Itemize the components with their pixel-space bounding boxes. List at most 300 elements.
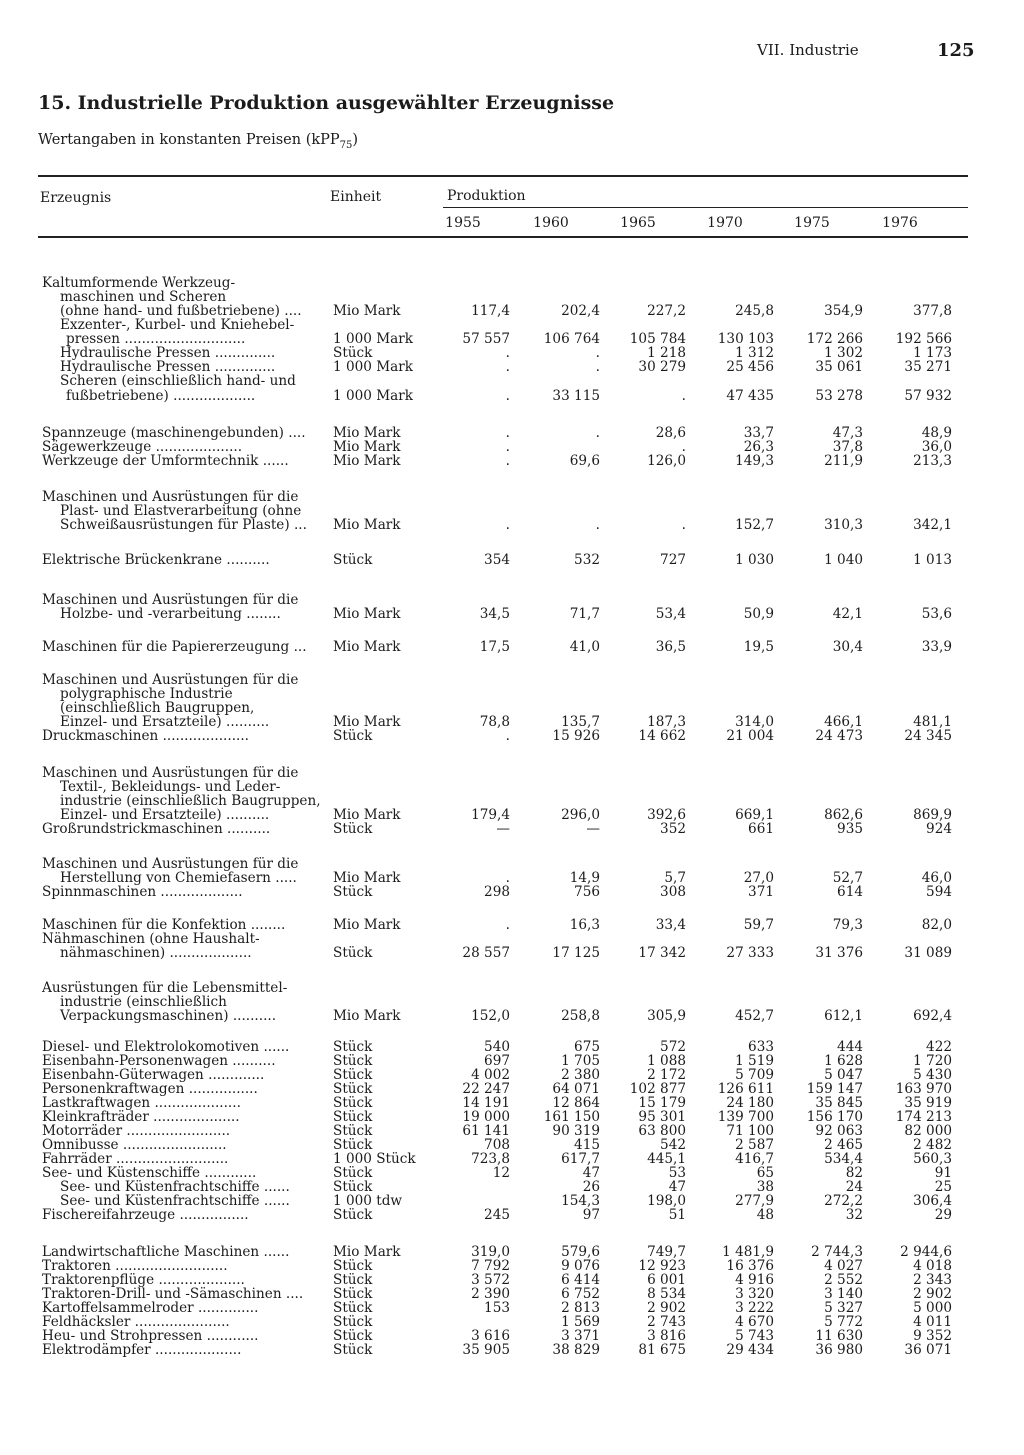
- value-cell-1970: 1 312: [735, 345, 774, 361]
- value-cell-1976: 36 071: [904, 1342, 952, 1358]
- table-row: [0, 995, 1024, 1009]
- unit-cell: Stück: [333, 1179, 373, 1195]
- value-cell-1965: .: [681, 517, 686, 533]
- product-label: Kartoffelsammelroder ..............: [42, 1300, 259, 1316]
- value-cell-1960: 38 829: [552, 1342, 600, 1358]
- value-cell-1960: 12 864: [552, 1095, 600, 1111]
- value-cell-1975: 37,8: [832, 439, 863, 455]
- value-cell-1955: 117,4: [471, 303, 510, 319]
- value-cell-1960: 135,7: [561, 714, 600, 730]
- value-cell-1975: 310,3: [824, 517, 863, 533]
- value-cell-1965: 2 743: [647, 1314, 686, 1330]
- value-cell-1965: 2 172: [647, 1067, 686, 1083]
- product-label: nähmaschinen) ...................: [60, 945, 252, 961]
- value-cell-1960: 675: [574, 1039, 600, 1055]
- value-cell-1955: .: [505, 728, 510, 744]
- value-cell-1965: 30 279: [638, 359, 686, 375]
- value-cell-1965: 227,2: [647, 303, 686, 319]
- value-cell-1976: 2 343: [913, 1272, 952, 1288]
- table-row: [0, 440, 1024, 454]
- value-cell-1976: 1 720: [913, 1053, 952, 1069]
- value-cell-1976: 5 000: [913, 1300, 952, 1316]
- value-cell-1960: 106 764: [543, 331, 600, 347]
- table-row: [0, 1259, 1024, 1273]
- value-cell-1960: —: [586, 821, 600, 837]
- value-cell-1970: 48: [756, 1207, 774, 1223]
- column-header-unit: Einheit: [330, 189, 382, 205]
- value-cell-1970: 19,5: [743, 639, 774, 655]
- value-cell-1960: 90 319: [552, 1123, 600, 1139]
- product-label: Spannzeuge (maschinengebunden) ....: [42, 425, 306, 441]
- unit-cell: Mio Mark: [333, 917, 401, 933]
- value-cell-1965: 392,6: [647, 807, 686, 823]
- table-row: [0, 946, 1024, 960]
- value-cell-1975: 1 040: [824, 552, 863, 568]
- value-cell-1970: 25 456: [726, 359, 774, 375]
- table-row: [0, 1180, 1024, 1194]
- unit-cell: Stück: [333, 1039, 373, 1055]
- table-row: [0, 1009, 1024, 1023]
- table-row: [0, 808, 1024, 822]
- product-label: Fahrräder ..........................: [42, 1151, 229, 1167]
- product-label: See- und Küstenfrachtschiffe ......: [60, 1193, 290, 1209]
- value-cell-1960: 1 705: [561, 1053, 600, 1069]
- value-cell-1976: 48,9: [921, 425, 952, 441]
- table-row: [0, 1096, 1024, 1110]
- value-cell-1955: 78,8: [479, 714, 510, 730]
- unit-cell: Mio Mark: [333, 453, 401, 469]
- value-cell-1975: 24: [845, 1179, 863, 1195]
- value-cell-1975: 42,1: [832, 606, 863, 622]
- value-cell-1975: 211,9: [824, 453, 863, 469]
- value-cell-1955: 697: [484, 1053, 510, 1069]
- value-cell-1975: 5 327: [824, 1300, 863, 1316]
- product-label: Druckmaschinen ....................: [42, 728, 249, 744]
- value-cell-1976: 692,4: [913, 1008, 952, 1024]
- table-row: [0, 715, 1024, 729]
- unit-cell: Stück: [333, 1314, 373, 1330]
- value-cell-1975: 2 744,3: [811, 1244, 863, 1260]
- value-cell-1955: .: [505, 345, 510, 361]
- value-cell-1976: 53,6: [921, 606, 952, 622]
- table-row: [0, 640, 1024, 654]
- table-row: [0, 857, 1024, 871]
- unit-cell: Stück: [333, 1067, 373, 1083]
- value-cell-1960: 26: [582, 1179, 600, 1195]
- table-row: [0, 1152, 1024, 1166]
- unit-cell: Stück: [333, 1272, 373, 1288]
- product-label: Hydraulische Pressen ..............: [60, 345, 276, 361]
- subtitle-close: ): [352, 132, 359, 148]
- column-header-year: 1955: [445, 215, 481, 231]
- table-row: [0, 673, 1024, 687]
- value-cell-1955: 708: [484, 1137, 510, 1153]
- column-header-year: 1960: [533, 215, 569, 231]
- value-cell-1970: 29 434: [726, 1342, 774, 1358]
- product-label: Lastkraftwagen ....................: [42, 1095, 241, 1111]
- table-title: 15. Industrielle Produktion ausgewählter Erzeugnisse: [38, 92, 615, 114]
- product-label: Eisenbahn-Güterwagen .............: [42, 1067, 265, 1083]
- table-row: [0, 794, 1024, 808]
- product-label: Maschinen für die Konfektion ........: [42, 917, 286, 933]
- product-label: Einzel- und Ersatzteile) ..........: [60, 807, 270, 823]
- product-label: Nähmaschinen (ohne Haushalt-: [42, 931, 260, 947]
- value-cell-1970: 277,9: [735, 1193, 774, 1209]
- table-row: [0, 454, 1024, 468]
- value-cell-1965: 28,6: [655, 425, 686, 441]
- value-cell-1960: 17 125: [552, 945, 600, 961]
- value-cell-1975: 466,1: [824, 714, 863, 730]
- value-cell-1975: 862,6: [824, 807, 863, 823]
- value-cell-1960: .: [595, 345, 600, 361]
- value-cell-1960: 41,0: [569, 639, 600, 655]
- value-cell-1976: 2 944,6: [900, 1244, 952, 1260]
- value-cell-1976: 1 013: [913, 552, 952, 568]
- value-cell-1960: 617,7: [561, 1151, 600, 1167]
- value-cell-1976: 2 902: [913, 1286, 952, 1302]
- table-row: [0, 360, 1024, 374]
- value-cell-1960: 71,7: [569, 606, 600, 622]
- value-cell-1965: 102 877: [629, 1081, 686, 1097]
- value-cell-1955: .: [505, 388, 510, 404]
- product-label: Einzel- und Ersatzteile) ..........: [60, 714, 270, 730]
- value-cell-1970: 371: [748, 884, 774, 900]
- table-row: [0, 1194, 1024, 1208]
- value-cell-1960: 258,8: [561, 1008, 600, 1024]
- running-header-section: VII. Industrie: [757, 41, 859, 59]
- product-label: Motorräder ........................: [42, 1123, 231, 1139]
- value-cell-1955: 28 557: [462, 945, 510, 961]
- value-cell-1955: —: [496, 821, 510, 837]
- unit-cell: Stück: [333, 1342, 373, 1358]
- table-row: [0, 1329, 1024, 1343]
- value-cell-1976: 1 173: [913, 345, 952, 361]
- unit-cell: Mio Mark: [333, 1008, 401, 1024]
- value-cell-1970: 24 180: [726, 1095, 774, 1111]
- value-cell-1960: 9 076: [561, 1258, 600, 1274]
- unit-cell: 1 000 Mark: [333, 331, 413, 347]
- table-row: [0, 1208, 1024, 1222]
- table-row: [0, 276, 1024, 290]
- value-cell-1960: 579,6: [561, 1244, 600, 1260]
- product-label: Spinnmaschinen ...................: [42, 884, 243, 900]
- value-cell-1976: 342,1: [913, 517, 952, 533]
- product-label: Herstellung von Chemiefasern .....: [60, 870, 297, 886]
- value-cell-1970: 50,9: [743, 606, 774, 622]
- product-label: (einschließlich Baugruppen,: [60, 700, 255, 716]
- value-cell-1965: 33,4: [655, 917, 686, 933]
- value-cell-1976: 91: [934, 1165, 952, 1181]
- value-cell-1975: 614: [837, 884, 863, 900]
- product-label: Traktorenpflüge ....................: [42, 1272, 245, 1288]
- product-label: Textil-, Bekleidungs- und Leder-: [60, 779, 281, 795]
- value-cell-1965: 1 218: [647, 345, 686, 361]
- table-row: [0, 553, 1024, 567]
- value-cell-1955: 57 557: [462, 331, 510, 347]
- value-cell-1965: 308: [660, 884, 686, 900]
- product-label: maschinen und Scheren: [60, 289, 227, 305]
- value-cell-1975: 32: [845, 1207, 863, 1223]
- value-cell-1970: 130 103: [717, 331, 774, 347]
- value-cell-1955: 3 572: [471, 1272, 510, 1288]
- value-cell-1975: 82: [845, 1165, 863, 1181]
- table-row: [0, 490, 1024, 504]
- value-cell-1960: 14,9: [569, 870, 600, 886]
- value-cell-1965: 1 088: [647, 1053, 686, 1069]
- value-cell-1975: 159 147: [806, 1081, 863, 1097]
- table-row: [0, 1082, 1024, 1096]
- page-number: 125: [937, 40, 975, 61]
- value-cell-1970: 16 376: [726, 1258, 774, 1274]
- unit-cell: Stück: [333, 552, 373, 568]
- value-cell-1965: .: [681, 439, 686, 455]
- value-cell-1976: 422: [926, 1039, 952, 1055]
- unit-cell: Mio Mark: [333, 807, 401, 823]
- unit-cell: Stück: [333, 1286, 373, 1302]
- value-cell-1970: 152,7: [735, 517, 774, 533]
- value-cell-1965: 8 534: [647, 1286, 686, 1302]
- value-cell-1955: 3 616: [471, 1328, 510, 1344]
- product-label: Plast- und Elastverarbeitung (ohne: [60, 503, 302, 519]
- table-row: [0, 374, 1024, 388]
- value-cell-1965: 6 001: [647, 1272, 686, 1288]
- value-cell-1970: 5 743: [735, 1328, 774, 1344]
- value-cell-1976: 82 000: [904, 1123, 952, 1139]
- value-cell-1976: 481,1: [913, 714, 952, 730]
- table-row: [0, 766, 1024, 780]
- value-cell-1960: 15 926: [552, 728, 600, 744]
- value-cell-1975: 36 980: [815, 1342, 863, 1358]
- value-cell-1970: 126 611: [717, 1081, 774, 1097]
- value-cell-1970: 4 916: [735, 1272, 774, 1288]
- product-label: Exzenter-, Kurbel- und Kniehebel-: [60, 317, 295, 333]
- table-row: [0, 687, 1024, 701]
- unit-cell: Stück: [333, 345, 373, 361]
- value-cell-1975: 53 278: [815, 388, 863, 404]
- value-cell-1976: 29: [934, 1207, 952, 1223]
- value-cell-1965: 3 816: [647, 1328, 686, 1344]
- value-cell-1970: 27,0: [743, 870, 774, 886]
- value-cell-1955: 34,5: [479, 606, 510, 622]
- value-cell-1960: 1 569: [561, 1314, 600, 1330]
- value-cell-1975: 35 845: [815, 1095, 863, 1111]
- value-cell-1965: 749,7: [647, 1244, 686, 1260]
- table-row: [0, 1273, 1024, 1287]
- value-cell-1960: 532: [574, 552, 600, 568]
- table-row: [0, 1040, 1024, 1054]
- product-label: Hydraulische Pressen ..............: [60, 359, 276, 375]
- value-cell-1965: 63 800: [638, 1123, 686, 1139]
- value-cell-1975: 534,4: [824, 1151, 863, 1167]
- value-cell-1970: 149,3: [735, 453, 774, 469]
- value-cell-1955: 2 390: [471, 1286, 510, 1302]
- unit-cell: Stück: [333, 1165, 373, 1181]
- value-cell-1955: .: [505, 439, 510, 455]
- value-cell-1970: 1 030: [735, 552, 774, 568]
- value-cell-1975: 24 473: [815, 728, 863, 744]
- product-label: Traktoren ..........................: [42, 1258, 228, 1274]
- value-cell-1965: 198,0: [647, 1193, 686, 1209]
- product-label: Maschinen und Ausrüstungen für die: [42, 672, 299, 688]
- value-cell-1960: 2 380: [561, 1067, 600, 1083]
- table-row: [0, 318, 1024, 332]
- table-row: [0, 504, 1024, 518]
- value-cell-1975: 11 630: [815, 1328, 863, 1344]
- value-cell-1970: 26,3: [743, 439, 774, 455]
- table-row: [0, 607, 1024, 621]
- value-cell-1955: 354: [484, 552, 510, 568]
- unit-cell: Stück: [333, 1207, 373, 1223]
- column-header-year: 1970: [707, 215, 743, 231]
- unit-cell: 1 000 Stück: [333, 1151, 416, 1167]
- value-cell-1975: 172 266: [806, 331, 863, 347]
- product-label: Fischereifahrzeuge ................: [42, 1207, 249, 1223]
- table-row: [0, 593, 1024, 607]
- product-label: Traktoren-Drill- und -Sämaschinen ....: [42, 1286, 304, 1302]
- table-row: [0, 780, 1024, 794]
- value-cell-1955: .: [505, 870, 510, 886]
- unit-cell: Mio Mark: [333, 1244, 401, 1260]
- product-label: Elektrische Brückenkrane ..........: [42, 552, 270, 568]
- value-cell-1976: 31 089: [904, 945, 952, 961]
- product-label: fußbetriebene) ...................: [66, 388, 256, 404]
- table-row: [0, 1054, 1024, 1068]
- value-cell-1960: 154,3: [561, 1193, 600, 1209]
- value-cell-1975: 35 061: [815, 359, 863, 375]
- value-cell-1970: 65: [756, 1165, 774, 1181]
- value-cell-1965: 36,5: [655, 639, 686, 655]
- column-header-year: 1976: [882, 215, 918, 231]
- unit-cell: Stück: [333, 945, 373, 961]
- unit-cell: Mio Mark: [333, 639, 401, 655]
- value-cell-1965: 53: [668, 1165, 686, 1181]
- unit-cell: Mio Mark: [333, 606, 401, 622]
- table-row: [0, 1110, 1024, 1124]
- table-row: [0, 426, 1024, 440]
- value-cell-1975: 1 302: [824, 345, 863, 361]
- product-label: Verpackungsmaschinen) ..........: [60, 1008, 277, 1024]
- value-cell-1970: 661: [748, 821, 774, 837]
- product-label: Diesel- und Elektrolokomotiven ......: [42, 1039, 290, 1055]
- column-header-year: 1965: [620, 215, 656, 231]
- product-label: Feldhäcksler ......................: [42, 1314, 230, 1330]
- value-cell-1955: .: [505, 517, 510, 533]
- value-cell-1965: 126,0: [647, 453, 686, 469]
- value-cell-1976: 377,8: [913, 303, 952, 319]
- value-cell-1960: 6 414: [561, 1272, 600, 1288]
- unit-cell: Stück: [333, 728, 373, 744]
- table-row: [0, 981, 1024, 995]
- value-cell-1955: .: [505, 917, 510, 933]
- table-row: [0, 871, 1024, 885]
- table-row: [0, 918, 1024, 932]
- value-cell-1970: 59,7: [743, 917, 774, 933]
- table-row: [0, 729, 1024, 743]
- value-cell-1965: 95 301: [638, 1109, 686, 1125]
- value-cell-1955: 298: [484, 884, 510, 900]
- unit-cell: 1 000 Mark: [333, 388, 413, 404]
- product-label: Sägewerkzeuge ....................: [42, 439, 243, 455]
- value-cell-1970: 5 709: [735, 1067, 774, 1083]
- table-row: [0, 389, 1024, 403]
- value-cell-1975: 5 047: [824, 1067, 863, 1083]
- product-label: Maschinen für die Papiererzeugung ...: [42, 639, 307, 655]
- value-cell-1975: 272,2: [824, 1193, 863, 1209]
- value-cell-1976: 35 271: [904, 359, 952, 375]
- value-cell-1965: 14 662: [638, 728, 686, 744]
- value-cell-1976: 192 566: [895, 331, 952, 347]
- unit-cell: Mio Mark: [333, 303, 401, 319]
- value-cell-1976: 174 213: [895, 1109, 952, 1125]
- value-cell-1976: 35 919: [904, 1095, 952, 1111]
- table-row: [0, 1301, 1024, 1315]
- value-cell-1960: 3 371: [561, 1328, 600, 1344]
- table-row: [0, 932, 1024, 946]
- value-cell-1970: 245,8: [735, 303, 774, 319]
- value-cell-1975: 354,9: [824, 303, 863, 319]
- value-cell-1976: 57 932: [904, 388, 952, 404]
- unit-cell: Mio Mark: [333, 439, 401, 455]
- value-cell-1975: 3 140: [824, 1286, 863, 1302]
- product-label: Elektrodämpfer ....................: [42, 1342, 242, 1358]
- value-cell-1976: 869,9: [913, 807, 952, 823]
- value-cell-1960: .: [595, 425, 600, 441]
- table-row: [0, 1166, 1024, 1180]
- value-cell-1955: 319,0: [471, 1244, 510, 1260]
- product-label: polygraphische Industrie: [60, 686, 233, 702]
- value-cell-1965: 105 784: [629, 331, 686, 347]
- product-label: Maschinen und Ausrüstungen für die: [42, 765, 299, 781]
- value-cell-1975: 92 063: [815, 1123, 863, 1139]
- value-cell-1965: 572: [660, 1039, 686, 1055]
- product-label: Kleinkrafträder ....................: [42, 1109, 240, 1125]
- value-cell-1960: 47: [582, 1165, 600, 1181]
- value-cell-1976: 36,0: [921, 439, 952, 455]
- table-row: [0, 1068, 1024, 1082]
- value-cell-1976: 560,3: [913, 1151, 952, 1167]
- value-cell-1976: 594: [926, 884, 952, 900]
- value-cell-1955: 12: [492, 1165, 510, 1181]
- value-cell-1965: 51: [668, 1207, 686, 1223]
- product-label: Heu- und Strohpressen ............: [42, 1328, 259, 1344]
- unit-cell: Stück: [333, 821, 373, 837]
- value-cell-1955: 14 191: [462, 1095, 510, 1111]
- value-cell-1975: 156 170: [806, 1109, 863, 1125]
- product-label: Omnibusse ........................: [42, 1137, 227, 1153]
- value-cell-1970: 3 222: [735, 1300, 774, 1316]
- value-cell-1976: 4 011: [913, 1314, 952, 1330]
- value-cell-1976: 24 345: [904, 728, 952, 744]
- unit-cell: Stück: [333, 1123, 373, 1139]
- column-header-year: 1975: [794, 215, 830, 231]
- value-cell-1955: 152,0: [471, 1008, 510, 1024]
- unit-cell: Stück: [333, 1109, 373, 1125]
- value-cell-1970: 47 435: [726, 388, 774, 404]
- value-cell-1970: 38: [756, 1179, 774, 1195]
- value-cell-1970: 21 004: [726, 728, 774, 744]
- value-cell-1960: 2 813: [561, 1300, 600, 1316]
- value-cell-1975: 31 376: [815, 945, 863, 961]
- value-cell-1955: 35 905: [462, 1342, 510, 1358]
- value-cell-1965: 445,1: [647, 1151, 686, 1167]
- value-cell-1975: 2 552: [824, 1272, 863, 1288]
- value-cell-1970: 33,7: [743, 425, 774, 441]
- unit-cell: 1 000 Mark: [333, 359, 413, 375]
- value-cell-1955: 179,4: [471, 807, 510, 823]
- unit-cell: Stück: [333, 1081, 373, 1097]
- product-label: Eisenbahn-Personenwagen ..........: [42, 1053, 276, 1069]
- table-row: [0, 518, 1024, 532]
